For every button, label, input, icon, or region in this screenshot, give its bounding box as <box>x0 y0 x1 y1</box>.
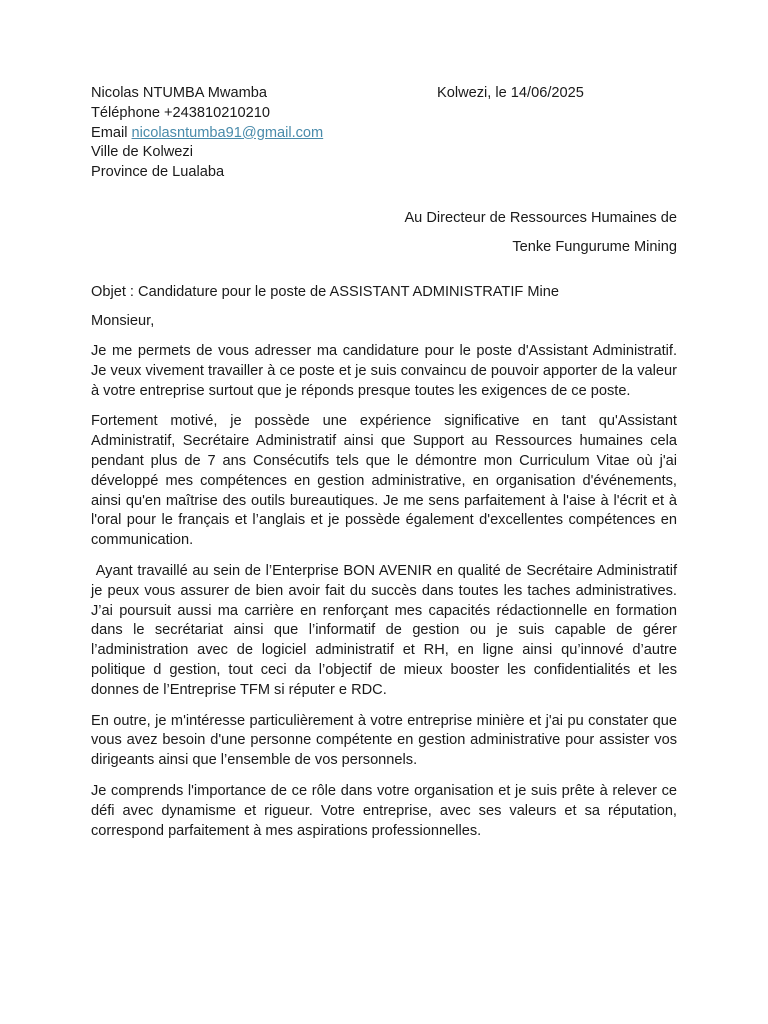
sender-block <box>91 84 677 183</box>
letter-page <box>91 84 682 841</box>
body-paragraph-1: Je me permets de vous adresser ma candidature pour le poste d'Assistant Administratif. Je veux vivement travailler à ce poste et je suis convaincu de pouvoir apporter de la valeur à votre entreprise surtout que je réponds presque toutes les exigences de ce poste. <box>91 342 677 399</box>
sender-name: Nicolas NTUMBA Mwamba <box>91 85 267 101</box>
sender-province: Province de Lualaba <box>91 164 225 181</box>
sender-email-line <box>91 124 677 144</box>
letter-subject: Objet : Candidature pour le poste de ASSISTANT ADMINISTRATIF Mine <box>91 283 560 300</box>
letter-date: Kolwezi, le 14/06/2025 <box>437 85 584 101</box>
email-label: Email <box>91 124 132 141</box>
salutation: Monsieur, <box>91 312 155 329</box>
body-paragraph-5: Je comprends l'importance de ce rôle dans votre organisation et je suis prête à relever ce défi avec dynamisme et rigueur. Votre entreprise, avec ses valeurs et sa réputation, correspond parfaitement à mes aspirations professionnelles. <box>91 782 677 839</box>
body-paragraph-2: Fortement motivé, je possède une expérience significative en tant qu'Assistant Administratif, Secrétaire Administratif ainsi que Support au Ressources humaines cela pendant plus de 7 ans Consécutifs tels que le démontre mon Curriculum Vitae où j'ai développé mes compétences en gestion administrative, en organisation d'événements, ainsi qu'en maîtrise des outils bureautiques. Je me sens parfaitement à l'aise à l'écrit et à l'oral pour le français et l’anglais et je possède également d'excellentes compétences en communication. <box>91 413 677 549</box>
sender-phone: Téléphone +243810210210 <box>91 104 270 121</box>
recipient-line-2: Tenke Fungurume Mining <box>512 238 677 255</box>
sender-city: Ville de Kolwezi <box>91 144 193 161</box>
email-link[interactable]: nicolasntumba91@gmail.com <box>131 124 324 141</box>
recipient-line-1: Au Directeur de Ressources Humaines de <box>404 209 677 226</box>
recipient-block <box>91 204 677 262</box>
body-paragraph-4: En outre, je m'intéresse particulièrement à votre entreprise minière et j'ai pu constater que vous avez besoin d'une personne compétente en gestion administrative pour assister vos dirigeants ainsi que l’ensemble de vos personnels. <box>91 712 677 769</box>
body-paragraph-3: Ayant travaillé au sein de l’Enterprise BON AVENIR en qualité de Secrétaire Administratif je peux vous assurer de bien avoir fait du succès dans toutes les taches administratives. J’ai poursuit aussi ma carrière en renforçant mes capacités rédactionnelle en formation dans le secrétariat ainsi que l’informatif de gestion ou je suis capable de gérer l’administration avec de logiciel administratif et RH, en ligne ainsi qu’innové d’autre politique d gestion, tout ceci da l’objectif de mieux booster les confidentialités et les donnes de l’Entreprise TFM si réputer e RDC. <box>91 562 682 698</box>
